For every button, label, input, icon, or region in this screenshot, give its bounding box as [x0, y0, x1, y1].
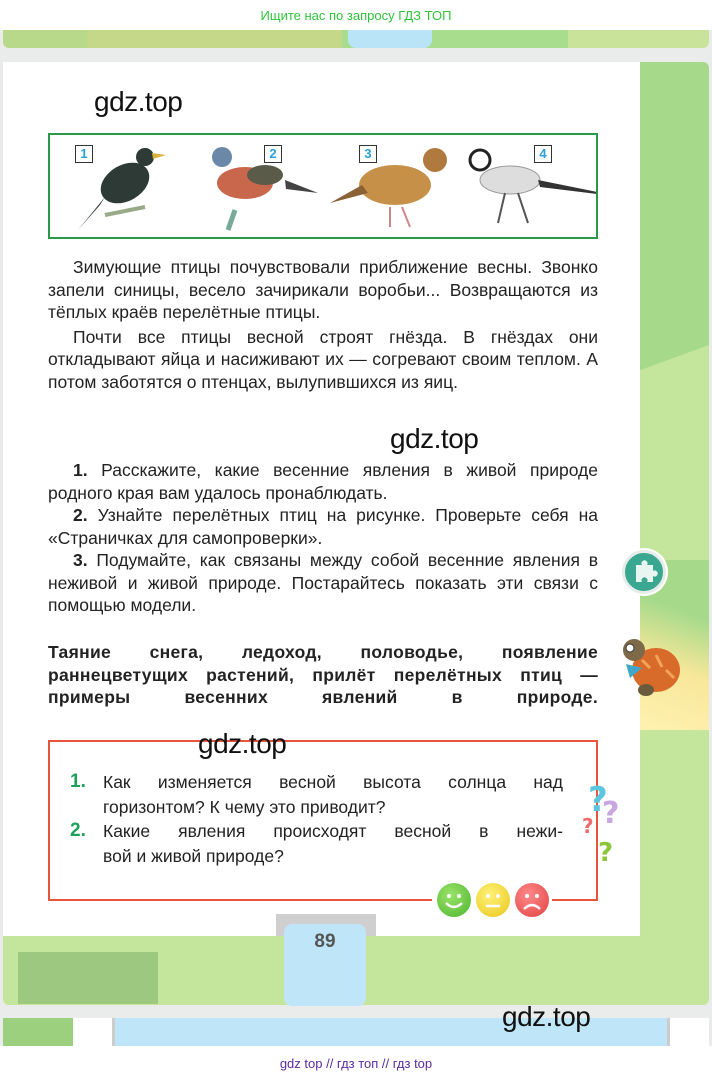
sad-face-icon[interactable]: [515, 883, 549, 917]
question-text: горизонтом? К чему это приводит?: [103, 796, 386, 817]
task-item: [48, 459, 598, 504]
task-item: [48, 549, 598, 617]
top-banner: Ищите нас по запросу ГДЗ ТОП: [0, 0, 712, 30]
task-item: [48, 504, 598, 549]
birds-illustration: [48, 133, 598, 239]
svg-text:?: ?: [588, 780, 608, 820]
task-number: 1.: [73, 460, 88, 480]
birds-icon: [50, 135, 596, 237]
neutral-face-icon[interactable]: [476, 883, 510, 917]
bird-number: 1: [75, 145, 93, 163]
page-number: 89: [284, 924, 366, 1006]
question-marks-icon: [580, 775, 630, 865]
watermark: gdz.top: [502, 1001, 591, 1032]
question-text: вой и живой природе?: [103, 845, 284, 866]
footer-links[interactable]: gdz top // гдз топ // гдз top: [0, 1046, 712, 1082]
task-text: Узнайте перелётных птиц на рисунке. Проверьте себя на «Страничках для самопроверки».: [48, 505, 598, 548]
bird-number: 4: [534, 145, 552, 163]
task-text: Расскажите, какие весенние явления в живой природе родного края вам удалось пронаблюдать.: [48, 460, 598, 503]
question-text: Какие явления происходят весной в нежи-: [103, 821, 563, 841]
next-page-green: [3, 1018, 73, 1046]
svg-text:?: ?: [602, 796, 620, 831]
question-number: 2.: [70, 820, 86, 841]
watermark: gdz.top: [94, 86, 183, 117]
paragraph: Почти все птицы весной строят гнёзда. В гнёздах они откладывают яйца и насиживают их — согревают своим теплом. А потом заботятся о птенцах, вылупившихся из яиц.: [48, 326, 598, 392]
question-text: Как изменяется весной высота солнца над: [103, 772, 563, 792]
self-assessment: [432, 880, 552, 920]
task-text: Подумайте, как связаны между собой весенние явления в неживой и живой природе. Постарайтесь показать эти связи с помощью модели.: [48, 550, 598, 615]
previous-page-tab: [348, 30, 432, 48]
main-text: [48, 256, 598, 393]
tasks: [48, 459, 598, 617]
puzzle-icon[interactable]: [622, 550, 666, 594]
watermark: gdz.top: [390, 423, 479, 454]
question-number: 1.: [70, 771, 86, 792]
task-number: 3.: [73, 550, 88, 570]
svg-text:?: ?: [582, 814, 594, 838]
happy-face-icon[interactable]: [437, 883, 471, 917]
questions-box: [48, 740, 598, 901]
paragraph: Зимующие птицы почувствовали приближение весны. Звонко запели синицы, весело зачирикали воробьи... Возвращаются из тёплых краёв перелётные птицы.: [48, 257, 598, 322]
bird-number: 3: [359, 145, 377, 163]
question-item: [70, 770, 563, 819]
watermark: gdz.top: [198, 728, 287, 759]
turtle-mascot-icon: [616, 630, 682, 700]
question-item: [70, 819, 563, 868]
bird-number: 2: [264, 145, 282, 163]
summary-text: Таяние снега, ледоход, половодье, появление раннецветущих растений, прилёт перелётных птиц — примеры весенних явлений в природе.: [48, 642, 598, 707]
task-number: 2.: [73, 505, 88, 525]
green-decoration: [18, 952, 158, 1004]
svg-text:?: ?: [598, 838, 614, 865]
